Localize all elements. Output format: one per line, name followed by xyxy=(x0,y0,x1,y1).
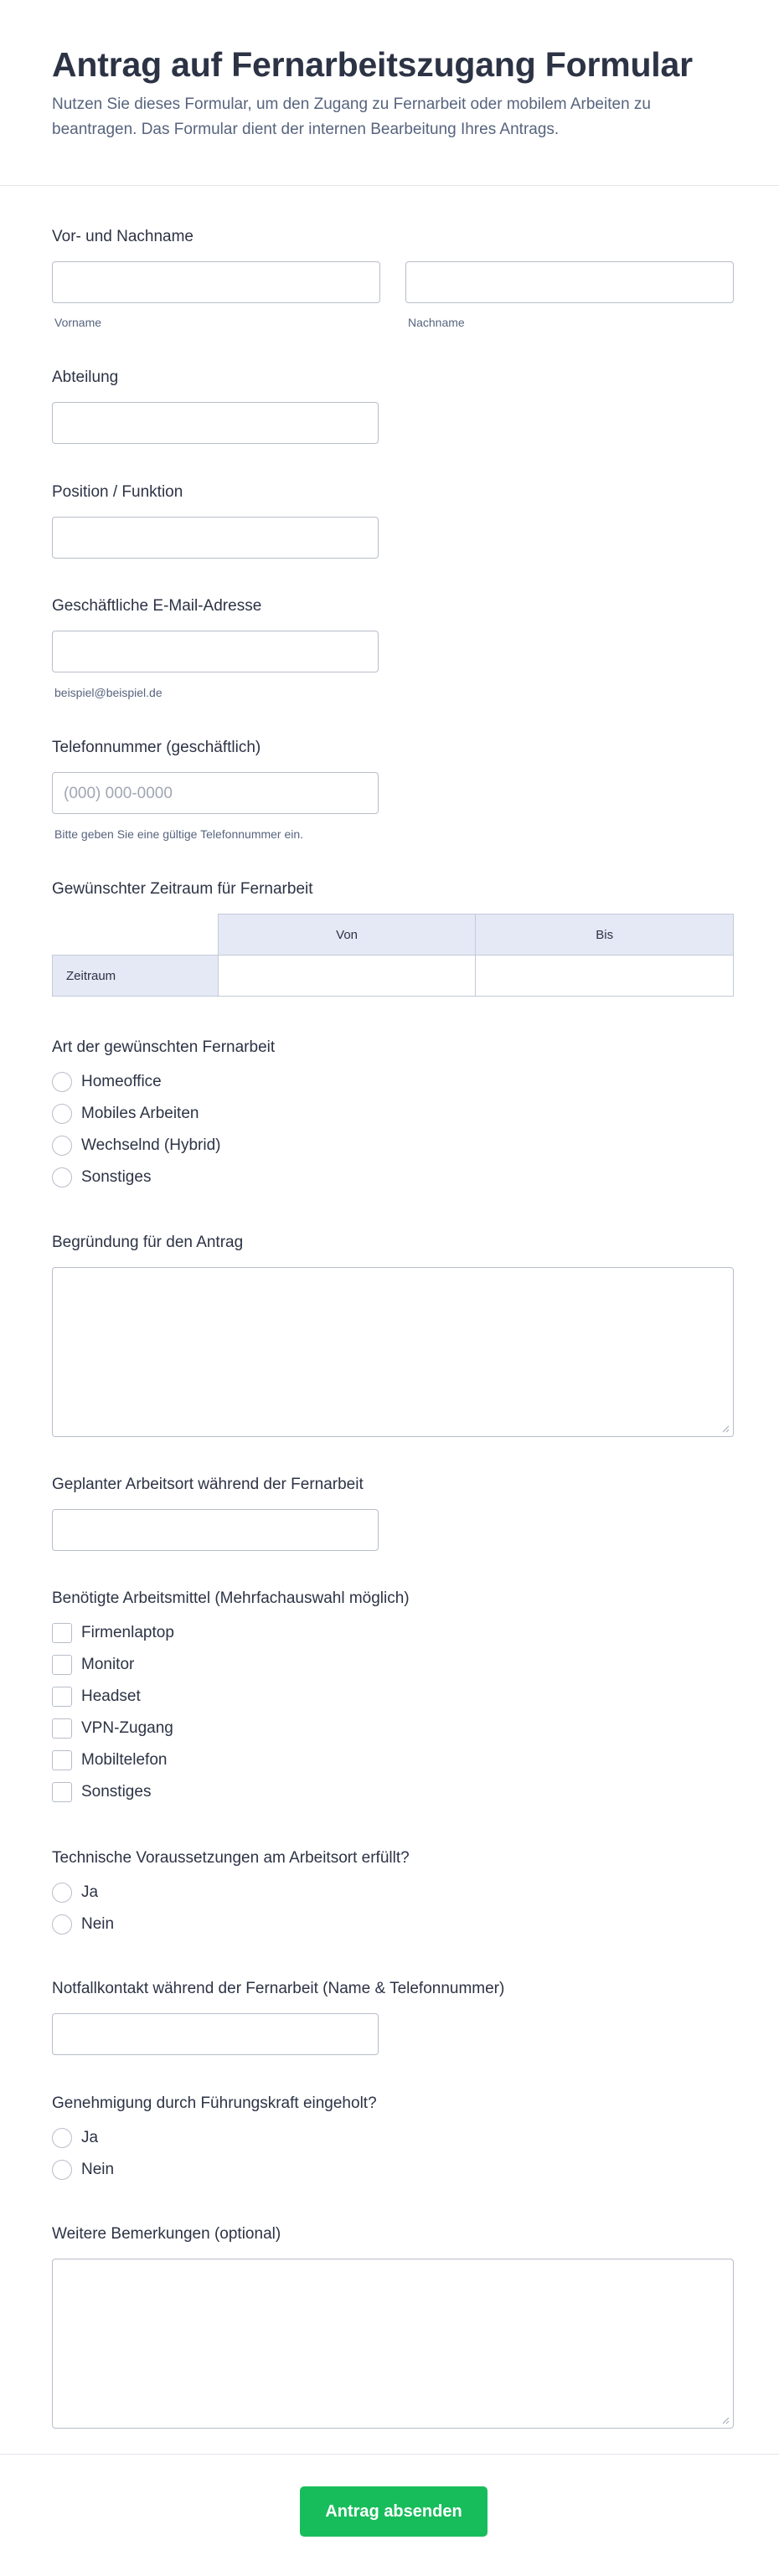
resize-grip-icon[interactable] xyxy=(721,2416,730,2424)
option-label: Sonstiges xyxy=(81,1783,152,1801)
email-label: Geschäftliche E-Mail-Adresse xyxy=(52,597,262,615)
location-label: Geplanter Arbeitsort während der Fernarbeit xyxy=(52,1476,364,1493)
option-label: Mobiltelefon xyxy=(81,1751,168,1769)
phone-question xyxy=(52,737,734,759)
radio-button[interactable] xyxy=(52,1104,72,1124)
checkbox[interactable] xyxy=(52,1782,72,1802)
emergency-input[interactable] xyxy=(52,2013,379,2055)
form-title: Antrag auf Fernarbeitszugang Formular xyxy=(52,45,693,84)
option-label: Sonstiges xyxy=(81,1168,152,1186)
approval-label: Genehmigung durch Führungskraft eingeholt? xyxy=(52,2094,377,2112)
matrix-row-label: Zeitraum xyxy=(53,956,219,997)
checkbox[interactable] xyxy=(52,1718,72,1739)
equipment-option[interactable] xyxy=(52,1653,134,1677)
approval-question xyxy=(52,2093,734,2185)
email-input[interactable] xyxy=(52,631,379,672)
location-input[interactable] xyxy=(52,1509,379,1551)
equipment-label: Benötigte Arbeitsmittel (Mehrfachauswahl möglich) xyxy=(52,1589,410,1607)
remarks-question xyxy=(52,2223,734,2245)
emergency-label: Notfallkontakt während der Fernarbeit (Name & Telefonnummer) xyxy=(52,1980,505,1997)
tech-label: Technische Voraussetzungen am Arbeitsort erfüllt? xyxy=(52,1849,410,1867)
matrix-column-to: Bis xyxy=(476,914,734,956)
reason-textarea[interactable] xyxy=(52,1267,734,1437)
equipment-question xyxy=(52,1588,734,1822)
work-type-question xyxy=(52,1037,734,1204)
matrix-corner xyxy=(53,914,219,956)
radio-button[interactable] xyxy=(52,1072,72,1092)
form-footer xyxy=(0,2454,779,2576)
equipment-option[interactable] xyxy=(52,1717,173,1740)
phone-label: Telefonnummer (geschäftlich) xyxy=(52,739,261,756)
tech-question xyxy=(52,1847,734,1940)
work-type-label: Art der gewünschten Fernarbeit xyxy=(52,1038,276,1056)
form-header xyxy=(0,0,779,186)
position-label: Position / Funktion xyxy=(52,483,183,501)
matrix-column-from: Von xyxy=(218,914,476,956)
option-label: Monitor xyxy=(81,1656,135,1673)
last-name-input[interactable] xyxy=(405,261,734,303)
period-matrix xyxy=(52,914,734,997)
work-type-option[interactable] xyxy=(52,1070,162,1094)
option-label: Homeoffice xyxy=(81,1073,162,1090)
phone-sublabel: Bitte geben Sie eine gültige Telefonnummer ein. xyxy=(54,827,304,841)
name-label: Vor- und Nachname xyxy=(52,228,193,245)
reason-question xyxy=(52,1232,734,1254)
first-name-input[interactable] xyxy=(52,261,380,303)
option-label: Nein xyxy=(81,2161,115,2178)
radio-button[interactable] xyxy=(52,1883,72,1903)
department-input[interactable] xyxy=(52,402,379,444)
location-question xyxy=(52,1474,734,1496)
option-label: Nein xyxy=(81,1915,115,1933)
radio-button[interactable] xyxy=(52,2128,72,2148)
option-label: Wechselnd (Hybrid) xyxy=(81,1136,221,1154)
phone-input[interactable] xyxy=(52,772,379,814)
position-question xyxy=(52,482,734,503)
option-label: Headset xyxy=(81,1687,141,1705)
submit-button[interactable]: Antrag absenden xyxy=(300,2486,488,2537)
radio-button[interactable] xyxy=(52,1136,72,1156)
period-from-cell[interactable] xyxy=(218,956,476,997)
radio-button[interactable] xyxy=(52,1167,72,1188)
option-label: Firmenlaptop xyxy=(81,1624,174,1641)
work-type-option[interactable] xyxy=(52,1166,151,1189)
equipment-option[interactable] xyxy=(52,1621,174,1645)
remarks-textarea[interactable] xyxy=(52,2259,734,2429)
work-type-option[interactable] xyxy=(52,1102,199,1126)
name-question xyxy=(52,226,734,248)
resize-grip-icon[interactable] xyxy=(721,1425,730,1433)
period-label: Gewünschter Zeitraum für Fernarbeit xyxy=(52,880,313,898)
approval-option-no[interactable] xyxy=(52,2158,114,2182)
department-question xyxy=(52,367,734,389)
period-question xyxy=(52,878,734,900)
position-input[interactable] xyxy=(52,517,379,559)
last-name-sublabel: Nachname xyxy=(408,316,465,329)
emergency-question xyxy=(52,1978,734,2000)
period-to-cell[interactable] xyxy=(476,956,734,997)
radio-button[interactable] xyxy=(52,1914,72,1935)
option-label: VPN-Zugang xyxy=(81,1719,173,1737)
email-sublabel: beispiel@beispiel.de xyxy=(54,686,163,699)
option-label: Ja xyxy=(81,2129,99,2146)
phone-placeholder: (000) 000-0000 xyxy=(64,785,173,802)
email-question xyxy=(52,595,734,617)
checkbox[interactable] xyxy=(52,1623,72,1643)
checkbox[interactable] xyxy=(52,1655,72,1675)
reason-label: Begründung für den Antrag xyxy=(52,1234,244,1251)
checkbox[interactable] xyxy=(52,1750,72,1770)
remarks-label: Weitere Bemerkungen (optional) xyxy=(52,2225,281,2243)
checkbox[interactable] xyxy=(52,1687,72,1707)
first-name-sublabel: Vorname xyxy=(54,316,102,329)
equipment-option[interactable] xyxy=(52,1780,151,1804)
form-description: Nutzen Sie dieses Formular, um den Zugang zu Fernarbeit oder mobilem Arbeiten zu beantragen. Das Formular dient der internen Bearbeitung Ihres Antrags. xyxy=(52,95,651,138)
tech-option-yes[interactable] xyxy=(52,1881,98,1904)
equipment-option[interactable] xyxy=(52,1685,141,1708)
approval-option-yes[interactable] xyxy=(52,2126,98,2150)
work-type-option[interactable] xyxy=(52,1134,220,1157)
equipment-option[interactable] xyxy=(52,1749,167,1772)
radio-button[interactable] xyxy=(52,2160,72,2180)
department-label: Abteilung xyxy=(52,368,119,386)
option-label: Ja xyxy=(81,1883,99,1901)
option-label: Mobiles Arbeiten xyxy=(81,1105,199,1122)
tech-option-no[interactable] xyxy=(52,1913,114,1936)
